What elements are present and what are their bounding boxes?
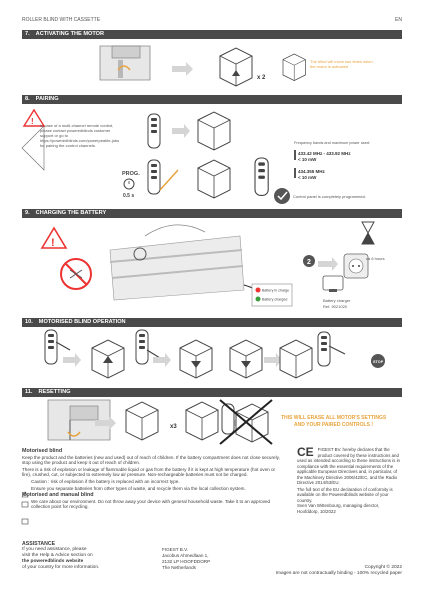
copyright-line-2: Images are not contractually binding - 100% recycled paper (275, 571, 402, 576)
ce-declaration (297, 447, 402, 514)
motorised-blind-heading: Motorised blind (22, 448, 63, 454)
address-line-1: FIGEST B.V. (162, 547, 189, 552)
arrow-right-icon (63, 353, 81, 367)
product-name: ROLLER BLIND WITH CASSETTE (22, 17, 101, 23)
remote-control-icon (318, 332, 330, 366)
erased-settings-icon (220, 400, 272, 444)
blind-stopped-icon (280, 340, 312, 378)
motorised-manual-heading: Motorised and manual blind (22, 492, 94, 499)
led-green-label: Battery charged (262, 297, 288, 302)
led-red-label: Battery in charge (262, 288, 290, 293)
arrow-right-icon (318, 257, 338, 271)
copyright-block (276, 565, 402, 577)
frequency-title: Frequency bands and maximum power used: (294, 141, 370, 145)
assistance-title: ASSISTANCE (22, 541, 56, 547)
remote-control-icon (136, 330, 148, 364)
repeat-count: x 2 (257, 75, 266, 81)
reset-repeat-count: x3 (170, 424, 177, 430)
stop-badge (371, 354, 385, 368)
section-title: RESETTING (38, 389, 71, 395)
section-number: 9. (25, 210, 30, 216)
assistance-line-4: of your country for more information. (22, 565, 100, 570)
charger-ref: Ref. 9021020 (323, 304, 348, 309)
ce-signatory: Sven Van Wittenbourg, managing director, (297, 503, 380, 508)
pairing-info-line-4: https://poweredblinds.com/powerpeable-jobs (40, 138, 120, 143)
pen-icon (160, 170, 178, 190)
blind-down-icon (180, 340, 212, 378)
wall-socket-icon (344, 254, 368, 278)
ce-logo: CE (297, 445, 314, 459)
blind-down-icon (230, 340, 262, 378)
blind-box-icon (198, 112, 230, 150)
prog-label: PROG. (122, 171, 140, 177)
ce-declaration-text: FIGEST BV. hereby declares that the product covered by these instructions and used as intended according to these instructions is in compliance with the essential requirements of the applicable European Directives and, in particular, of the Machinery Directive 2006/42/EC, and the Radio Directive 2014/53/EU. (297, 447, 400, 485)
section-title: CHARGING THE BATTERY (35, 210, 107, 216)
warning-icon (42, 228, 66, 249)
language-code: EN (395, 17, 402, 23)
pairing-info-line-5: for pairing the control channels. (40, 143, 96, 148)
check-circle-icon (274, 188, 290, 204)
address-line-4: The Netherlands (162, 565, 196, 570)
arrow-right-icon (264, 353, 282, 367)
programmed-note: Control panel is completely programmed. (293, 194, 366, 199)
finger-icon (329, 346, 345, 354)
svg-text:!: ! (31, 117, 34, 126)
assistance-line-1: If you need assistance, please (22, 547, 87, 552)
red-led-icon (256, 288, 261, 293)
reset-warning-line-1: THIS WILL ERASE ALL MOTOR'S SETTINGS (281, 415, 387, 421)
remote-control-icon (148, 114, 160, 148)
battery-recycle-text: Ensure you separate batteries from other types of waste, and recycle them via the local collection system. (31, 485, 246, 491)
explosion-risk-text: There is a risk of explosion or leakage of flammable liquid or gas from the battery if it is kept at high temperature (hot oven or fire), crushed, cut, or subjected to extremely low air pressure. Non-rechargeable batteries must not be charged. (22, 466, 276, 478)
frequency-2-power: < 10 mW (298, 175, 317, 180)
green-led-icon (256, 297, 261, 302)
section-title: MOTORISED BLIND OPERATION (38, 319, 126, 325)
assistance-link[interactable]: the poweredblinds website (22, 559, 84, 564)
battery-safety-text: Keep the product and the batteries (new and used) out of reach of children. If the battery compartment does not close securely, stop using the product and keep it out of reach of children. (22, 454, 280, 466)
frequency-bar (294, 168, 296, 178)
blind-up-icon (92, 340, 124, 378)
frequency-bar (294, 150, 296, 160)
prog-duration: 0.5 s (123, 193, 135, 199)
safety-notes (22, 447, 284, 511)
no-cutting-icon (61, 259, 91, 289)
caution-text: Caution : risk of explosion if the battery is replaced with an incorrect type. (31, 478, 180, 484)
ce-conformity-text: The full text of the EU declaration of conformity is available on the Poweredblinds website of your country. (297, 486, 393, 503)
weee-bin-icon (22, 519, 28, 524)
motor-note-line-1: The blind will move two times when (310, 59, 373, 64)
section-number: 10. (25, 319, 33, 325)
hourglass-icon (362, 222, 374, 244)
charger-label: Battery charger (323, 298, 351, 303)
assistance-line-2: visit the Help & Advice section on (22, 553, 93, 558)
blind-box-icon (186, 402, 218, 440)
pairing-info-line-2: please contact poweredblinds customer (40, 128, 111, 133)
arrow-right-icon (172, 62, 193, 76)
section-number: 8. (25, 96, 30, 102)
address-line-3: 2132 LP HOOFDDORP (162, 559, 211, 564)
reset-warning-line-2: AND YOUR PAIRED CONTROLS ! (294, 422, 373, 428)
stopwatch-icon (124, 179, 134, 189)
remote-control-icon (45, 330, 57, 364)
finger-icon (147, 350, 160, 358)
frequency-1-power: < 10 mW (298, 157, 317, 162)
svg-text:!: ! (51, 237, 55, 249)
section-number: 11. (25, 389, 33, 395)
remote-control-icon (148, 160, 160, 194)
remote-control-icon (255, 158, 268, 195)
address-line-2: Jacobus Ahmedlaan 1, (162, 553, 209, 558)
blind-box-icon (220, 48, 252, 86)
copyright-line-1: Copyright © 2022 (364, 565, 402, 570)
blind-box-icon (126, 402, 158, 440)
environment-text: We care about our environment. Do not throw away your device with general household waste. Take it to an approved collection point for recycling. (31, 498, 271, 510)
battery-charger-icon (323, 276, 343, 292)
result-box-icon (283, 54, 305, 81)
motor-note-line-2: the motor is activated (310, 64, 349, 69)
step-badge (303, 255, 315, 267)
finger-icon (56, 342, 70, 350)
led-legend (252, 284, 292, 306)
blind-charging-illustration (110, 225, 244, 300)
section-title: ACTIVATING THE MOTOR (35, 31, 105, 37)
pairing-info-line-3: support or go to (40, 133, 69, 138)
charging-duration: ca 6 hours (366, 256, 385, 261)
arrow-right-icon (172, 124, 190, 138)
assistance-block (22, 541, 142, 571)
company-address (162, 547, 210, 571)
section-title: PAIRING (35, 96, 59, 102)
frequency-1: 433.42 MHz - 433.92 MHz (298, 151, 351, 156)
frequency-2: 434.355 MHz (298, 169, 325, 174)
motor-illustration (100, 46, 150, 80)
blind-box-icon (198, 160, 230, 198)
pairing-info-line-1: In case of a multi-channel remote control, (40, 123, 114, 128)
section-number: 7. (25, 31, 30, 37)
step-number: 2 (307, 259, 311, 266)
ce-place-date: Hoofddorp, 10/2022 (297, 508, 336, 514)
stop-label: STOP (373, 360, 384, 364)
